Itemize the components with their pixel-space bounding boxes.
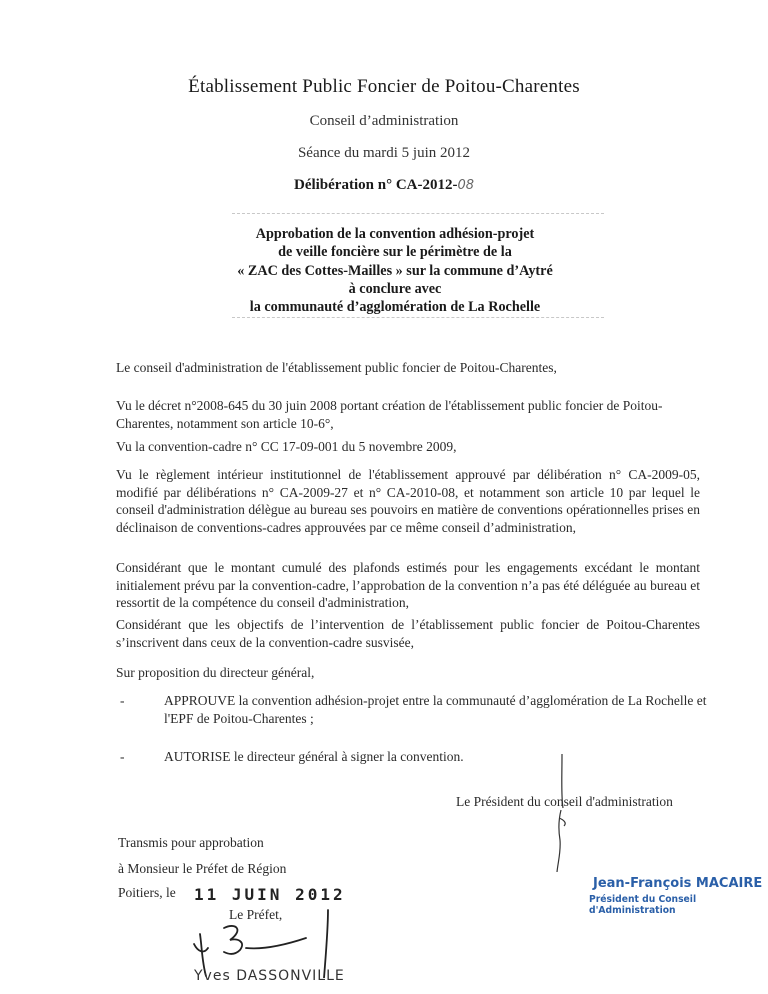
prefet-name: Yves DASSONVILLE [194,968,345,984]
decision-dash: - [120,749,125,764]
subject-divider-bottom [232,317,604,318]
vu-convention-paragraph: Vu la convention-cadre n° CC 17-09-001 du 5 novembre 2009, [116,439,457,454]
transmission-place: Poitiers, le [118,885,176,900]
subject-line: Approbation de la convention adhésion-projet [255,226,535,242]
president-title: Le Président du conseil d'administration [456,794,673,809]
deliberation-subject [190,225,600,316]
decision-text: APPROUVE la convention adhésion-projet entre la communauté d’agglomération de La Rochelle et l'EPF de Poitou-Charentes ; [164,693,707,726]
transmission-line-2: à Monsieur le Préfet de Région [118,861,287,876]
subject-line: de veille foncière sur le périmètre de la [278,244,512,261]
signer-name-stamp: Jean-François MACAIRE [593,876,763,891]
decision-dash: - [120,693,125,708]
deliberation-number [0,177,768,194]
subject-divider-top [232,213,604,214]
prefet-label: Le Préfet, [229,907,283,922]
president-signature-icon [540,748,580,883]
proposition-paragraph: Sur proposition du directeur général, [116,665,315,680]
subject-line: la communauté d’agglomération de La Rochelle [249,299,541,316]
organization-title: Établissement Public Foncier de Poitou-Charentes [188,76,580,97]
council-name: Conseil d’administration [309,113,459,129]
signer-role-stamp: Président du Conseil d'Administration [589,894,697,916]
vu-reglement-paragraph: Vu le règlement intérieur institutionnel de l'établissement approuvé par délibération n° CA-2009-05, modifié par délibérations n° CA-2009-27 et n° CA-2010-08, et notamment son article 10 par lequel le conseil d'administration délègue au bureau ses pouvoirs en matière de conventions opérationnelles prises en déclinaison de conventions-cadres approuvées par ce même conseil d’administration, [116,467,700,535]
considerant-paragraph-2: Considérant que les objectifs de l’intervention de l’établissement public foncier de Poitou-Charentes s’inscrivent dans ceux de la convention-cadre susvisée, [116,617,700,650]
decision-text: AUTORISE le directeur général à signer la convention. [164,749,464,764]
subject-line: à conclure avec [348,280,442,297]
deliberation-prefix: Délibération n° CA-2012- [293,177,458,193]
date-stamp: 11 JUIN 2012 [194,885,346,904]
subject-line: « ZAC des Cottes-Mailles » sur la commune d’Aytré [237,262,553,279]
session-date: Séance du mardi 5 juin 2012 [297,145,471,161]
considerant-paragraph-1: Considérant que le montant cumulé des plafonds estimés pour les engagements excédant le montant initialement prévu par la convention-cadre, l’approbation de la convention n’a pas été déléguée au bureau et ressortit de la compétence du conseil d'administration, [116,560,700,610]
deliberation-handwritten-number: 08 [457,178,475,193]
transmission-line-1: Transmis pour approbation [118,835,264,850]
vu-decret-paragraph: Vu le décret n°2008-645 du 30 juin 2008 portant création de l'établissement public foncier de Poitou-Charentes, notamment son article 10-6°, [116,398,663,431]
intro-paragraph: Le conseil d'administration de l'établissement public foncier de Poitou-Charentes, [116,360,557,375]
